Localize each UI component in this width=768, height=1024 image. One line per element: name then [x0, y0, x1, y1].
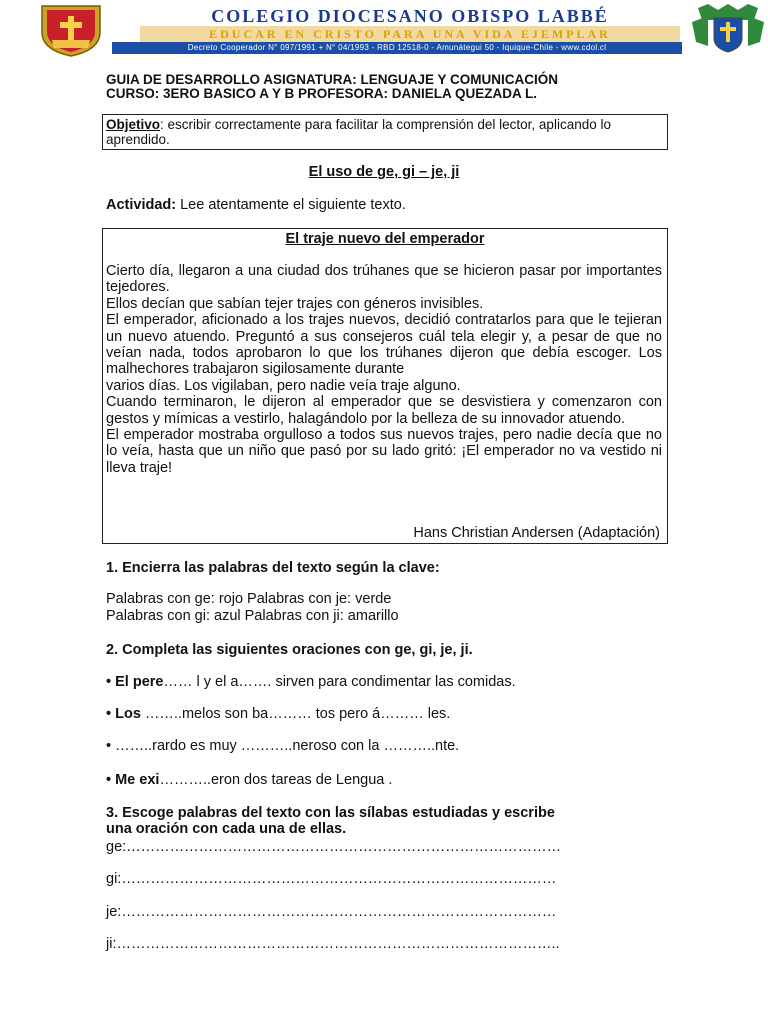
q2-heading: 2. Completa las siguientes oraciones con ge, gi, je, ji.: [106, 642, 473, 658]
objective-text: [106, 117, 662, 147]
story-title: El traje nuevo del emperador: [285, 231, 485, 247]
story-paragraph: varios días. Los vigilaban, pero nadie veía traje alguno.: [106, 377, 461, 394]
story-paragraph: Ellos decían que sabían tejer trajes con géneros invisibles.: [106, 295, 484, 312]
diocese-crest-logo: [688, 2, 768, 54]
story-body: [106, 263, 662, 476]
activity-text: Lee atentamente el siguiente texto.: [176, 197, 406, 213]
school-name: COLEGIO DIOCESANO OBISPO LABBÉ: [211, 6, 609, 26]
q2-item-bold: • Me exi: [106, 772, 160, 788]
school-motto: EDUCAR EN CRISTO PARA UNA VIDA EJEMPLAR: [140, 26, 680, 42]
guide-course-line: CURSO: 3ERO BASICO A Y B PROFESORA: DANIELA QUEZADA L.: [106, 86, 538, 101]
q2-item-text: ………..eron dos tareas de Lengua .: [159, 772, 393, 788]
story-paragraph: El emperador mostraba orgulloso a todos sus nuevos trajes, pero nadie decía que no lo veía, hasta que un niño que pasó por su lado gritó: ¡El emperador no va vestido ni lleva traje!: [106, 427, 662, 476]
objective-label: Objetivo: [106, 117, 161, 132]
header-banner: [12, 0, 756, 54]
q1-key-line1: Palabras con ge: rojo Palabras con je: verde: [106, 591, 392, 607]
q3-answer-line-ge[interactable]: ge:………………………………………………………………………………: [106, 839, 562, 855]
guide-subject-line: GUIA DE DESARROLLO ASIGNATURA: LENGUAJE Y COMUNICACIÓN: [106, 72, 559, 87]
q2-item-bold: • El pere: [106, 674, 164, 690]
q2-item-text: ……..melos son ba……… tos pero á……… les.: [140, 706, 451, 722]
story-paragraph: Cuando terminaron, le dijeron al emperador que se desvistiera y comenzaron con gestos y mímicas a vestirlo, halagándolo por la belleza de su innovador atuendo.: [106, 394, 662, 427]
q2-item: [106, 706, 450, 723]
q1-heading: 1. Encierra las palabras del texto según la clave:: [106, 560, 440, 576]
section-title: El uso de ge, gi – je, ji: [308, 164, 460, 180]
activity-label: Actividad:: [106, 197, 177, 213]
objective-description: : escribir correctamente para facilitar la comprensión del lector, aplicando lo aprendido.: [106, 117, 611, 147]
q2-item-text: …… l y el a……. sirven para condimentar las comidas.: [163, 674, 516, 690]
q2-item: [106, 738, 459, 755]
story-author: Hans Christian Andersen (Adaptación): [413, 525, 660, 541]
q1-key-line2: Palabras con gi: azul Palabras con ji: amarillo: [106, 608, 399, 624]
q3-heading-line1: 3. Escoge palabras del texto con las sílabas estudiadas y escribe: [106, 805, 555, 821]
q2-item: [106, 772, 392, 789]
q2-item: [106, 674, 516, 691]
q3-answer-line-ji[interactable]: ji:………………………………………………………………………………..: [106, 936, 560, 952]
q3-heading-line2: una oración con cada una de ellas.: [106, 821, 347, 837]
q2-item-bold: • Los: [106, 706, 141, 722]
story-paragraph: El emperador, aficionado a los trajes nuevos, decidió contratarlos para que le tejieran un nuevo atuendo. Preguntó a sus consejeros cuál tela elegir y, a pesar de que no veían nada, todos aprobaron lo que los trúhanes dijeron que debía escoger. Los malhechores trabajaron sigilosamente durante: [106, 312, 662, 378]
school-address: Decreto Cooperador N° 097/1991 + N° 04/1993 - RBD 12518-0 - Amunátegui 50 - Iquique-Chile - www.cdol.cl: [112, 42, 682, 54]
q2-item-text: • ……..rardo es muy ………..neroso con la ………..nte.: [106, 738, 460, 754]
q3-answer-line-je[interactable]: je:………………………………………………………………………………: [106, 904, 557, 920]
activity-line: [106, 197, 406, 214]
story-paragraph: Cierto día, llegaron a una ciudad dos trúhanes que se hicieron pasar por importantes tejedores.: [106, 263, 662, 296]
q3-answer-line-gi[interactable]: gi:………………………………………………………………………………: [106, 871, 557, 887]
school-shield-logo: [32, 2, 110, 58]
